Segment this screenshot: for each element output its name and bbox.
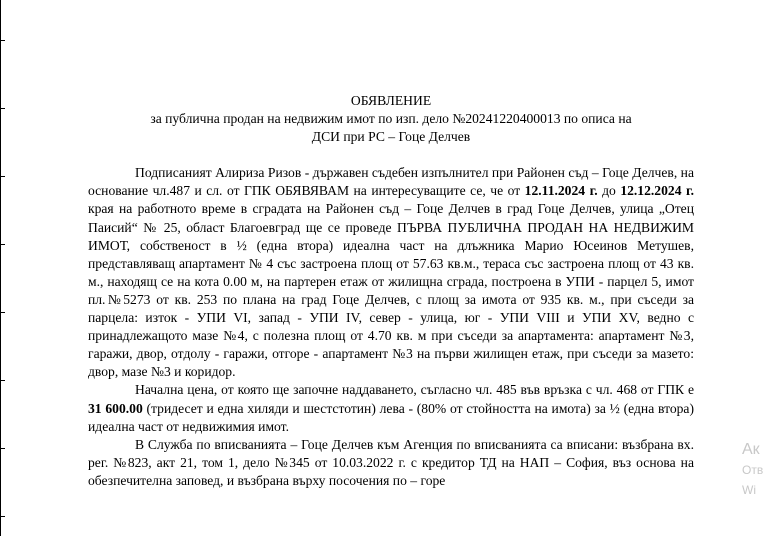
p2-text-b: (тридесет и една хиляди и шестстотин) лева - (80% от стойността на имота) за ½ (една втора) идеална част от недвижимия имот.	[88, 400, 694, 434]
watermark-line2: Отв	[742, 463, 764, 477]
document-subtitle-line2: ДСИ при РС – Гоце Делчев	[311, 129, 471, 145]
document-title: ОБЯВЛЕНИЕ	[350, 93, 432, 108]
p1-text-c: края на работното време в сградата на Районен съд – Гоце Делчев в град Гоце Делчев, улица „Отец Паисий“ № 25, област Благоевград ще се проведе ПЪРВА ПУБЛИЧНА ПРОДАН НА НЕДВИЖИМ ИМОТ, собственост в ½ (една втора) идеална част на длъжника Марио Юсеинов Метушев, представляващ апартамент № 4 със застроена площ от 57.63 кв.м., тераса със застроена площ от 43 кв. м., находящ се на кота 0.00 м, на партерен етаж от жилищна сграда, построена в УПИ - парцел 5, имот пл.№5273 от кв. 253 по плана на град Гоце Делчев, с площ за имота от 935 кв. м., при съседи за парцела: изток - УПИ VI, запад - УПИ IV, север - улица, юг - УПИ VIII и УПИ XV, ведно с принадлежащото мазе №4, с полезна площ от 4.70 кв. м при съседи за апартамента: апартамент №3, гаражи, двор, отдолу - гаражи, отгоре - апартамент №3 на първи жилищен етаж, при съседи за мазето: двор, мазе №3 и коридор.	[88, 201, 694, 380]
watermark-line1: Ак	[742, 441, 760, 458]
document-subtitle-line1: за публична продан на недвижим имот по изп. дело №20241220400013 по описа на	[150, 111, 632, 127]
p3-text-a: В Служба по вписванията – Гоце Делчев към Агенция по вписванията са вписани: възбрана вх. рег. №823, акт 21, том 1, дело №345 от 10.03.2022 г. с кредитор ТД на НАП – София, въз основа на обезпечителна заповед, и възбрана върху посочения по – горе	[88, 436, 694, 488]
page-left-ticks	[1, 0, 7, 536]
paragraph-announcement	[88, 164, 694, 381]
paragraph-price	[88, 381, 694, 435]
starting-price: 31 600.00	[88, 400, 143, 416]
document-header	[88, 92, 694, 146]
date-from: 12.11.2024 г.	[524, 183, 598, 199]
activation-watermark	[742, 440, 763, 500]
p2-text-a: Начална цена, от която ще започне наддаването, съгласно чл. 485 във връзка с чл. 468 от ГПК е	[135, 382, 694, 398]
document-page	[88, 92, 694, 490]
paragraph-registry	[88, 436, 694, 490]
p1-text-a: Подписаният Алириза Ризов - държавен съдебен изпълнител при Районен съд – Гоце Делчев, на основание чл.487 и сл. от ГПК ОБЯВЯВАМ на интересуващите се, че от	[88, 165, 694, 199]
watermark-line3: Wi	[742, 483, 756, 497]
date-to: 12.12.2024 г.	[620, 183, 695, 199]
p1-text-b: до	[597, 183, 621, 199]
